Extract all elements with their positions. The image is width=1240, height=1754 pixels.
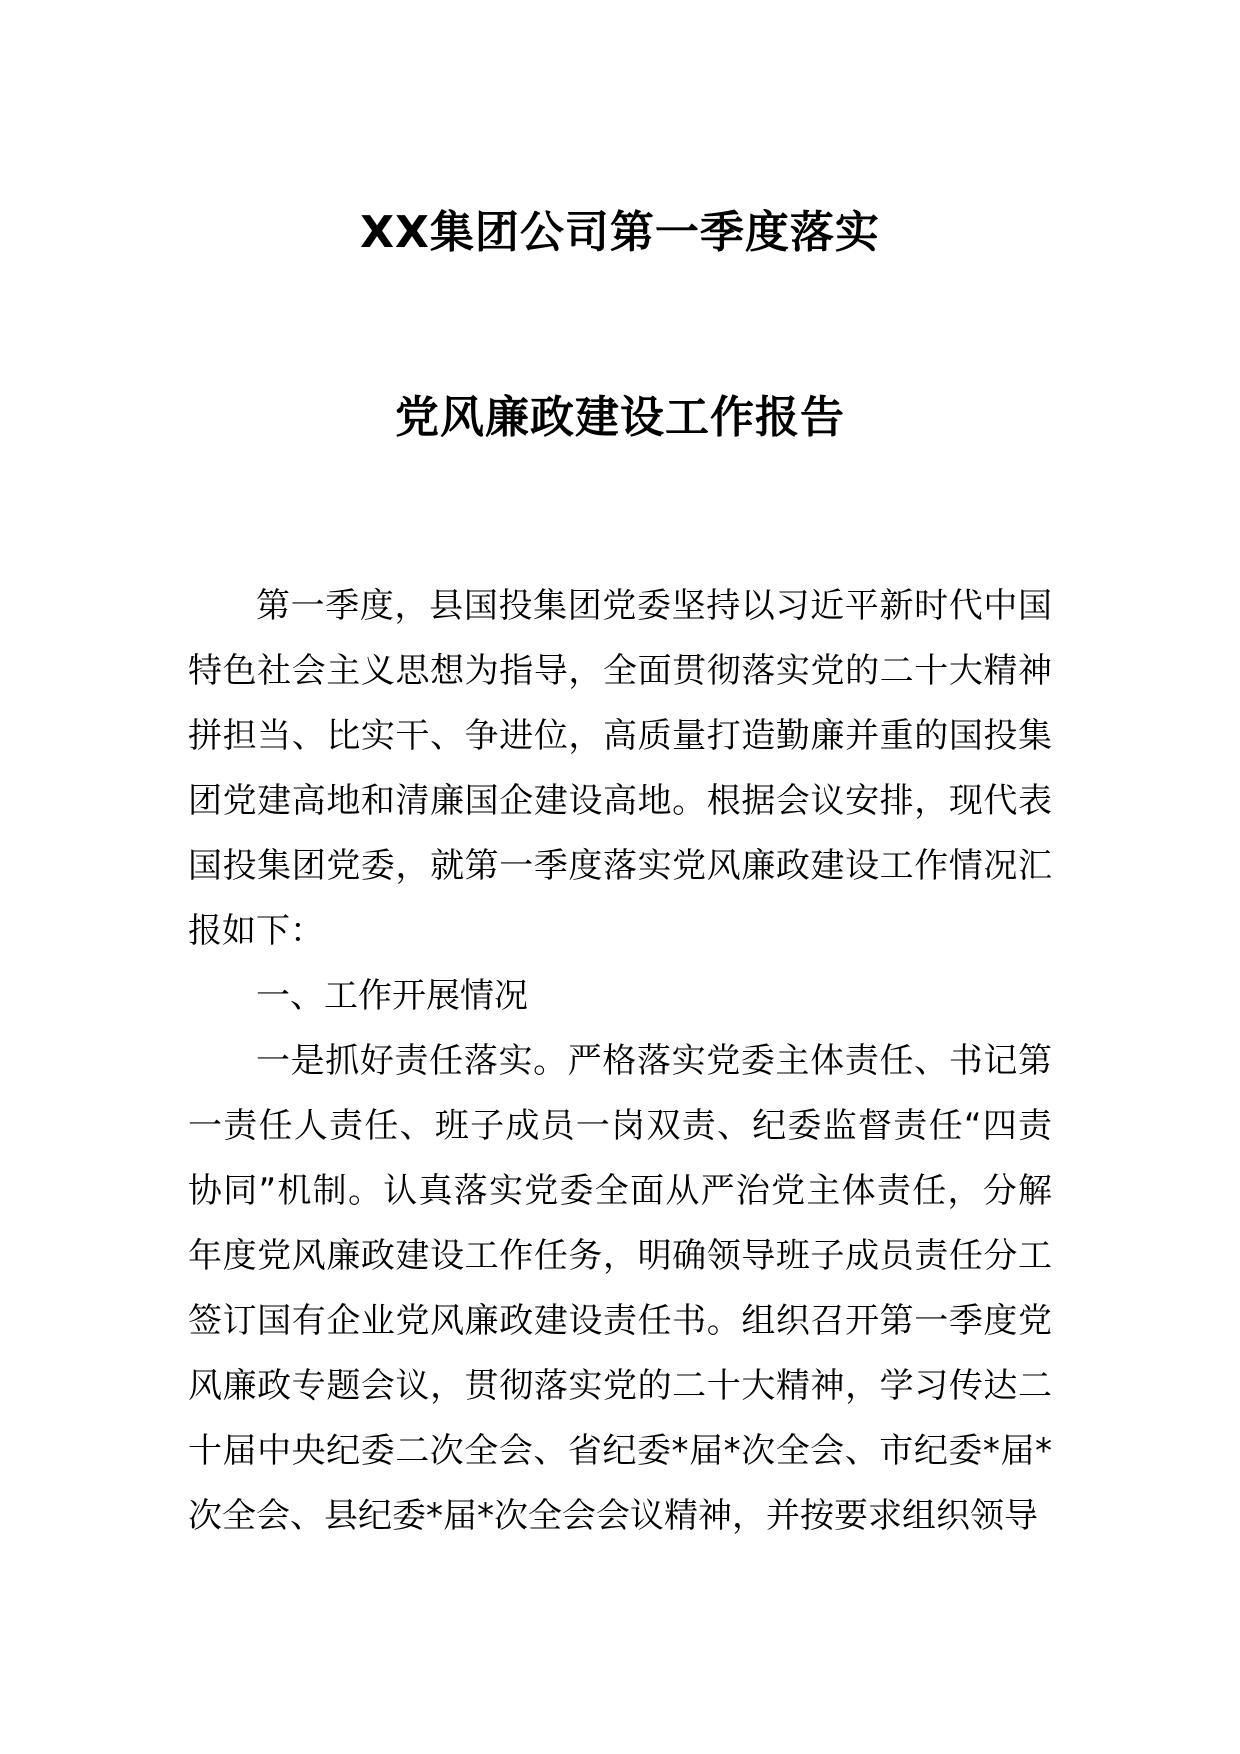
document-title-line-1: XX集团公司第一季度落实 — [360, 207, 880, 258]
document-body — [188, 574, 1052, 1549]
paragraph-responsibility: 一是抓好责任落实。严格落实党委主体责任、书记第一责任人责任、班子成员一岗双责、纪委监督责任“四责协同”机制。认真落实党委全面从严治党主体责任，分解年度党风廉政建设工作任务，明确领导班子成员责任分工签订国有企业党风廉政建设责任书。组织召开第一季度党风廉政专题会议，贯彻落实党的二十大精神，学习传达二十届中央纪委二次全会、省纪委*届*次全会、市纪委*届*次全会、县纪委*届*次全会会议精神，并按要求组织领导 — [188, 1041, 1052, 1536]
paragraph-intro: 第一季度，县国投集团党委坚持以习近平新时代中国特色社会主义思想为指导，全面贯彻落实党的二十大精神拼担当、比实干、争进位，高质量打造勤廉并重的国投集团党建高地和清廉国企建设高地。根据会议安排，现代表国投集团党委，就第一季度落实党风廉政建设工作情况汇报如下： — [188, 586, 1052, 951]
document-title-line-2: 党风廉政建设工作报告 — [395, 392, 845, 443]
section-heading: 一、工作开展情况 — [256, 976, 528, 1016]
